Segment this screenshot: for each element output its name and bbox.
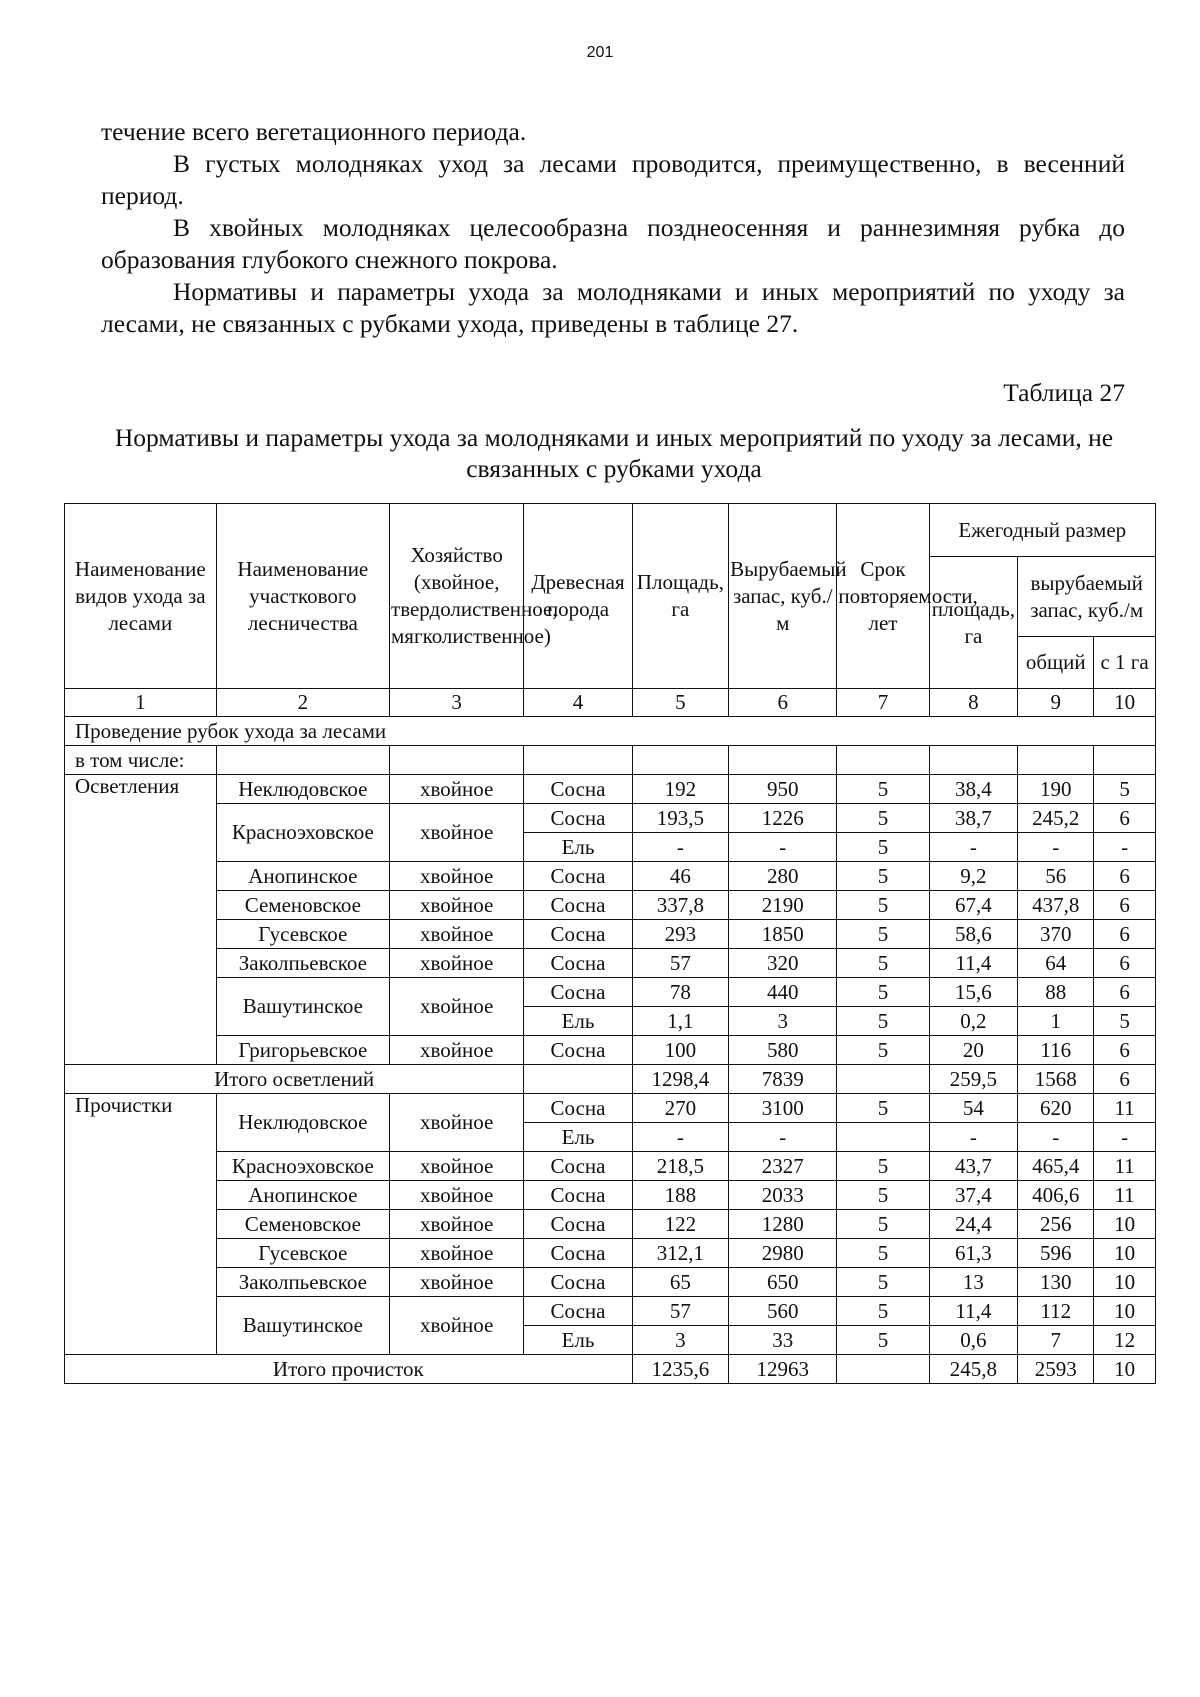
section-title: Проведение рубок ухода за лесами [65, 717, 1156, 746]
annual-stock-per-ha-cell: 6 [1094, 978, 1156, 1007]
stock-cell: - [729, 833, 837, 862]
column-number: 8 [929, 689, 1018, 717]
including-label: в том числе: [65, 746, 217, 775]
header-cell: Наименование участкового лесничества [216, 504, 389, 689]
stock-cell: 320 [729, 949, 837, 978]
paragraph: Нормативы и параметры ухода за молодняками и иных мероприятий по уходу за лесами, не связанных с рубками ухода, приведены в таблице 27. [101, 277, 1125, 338]
total-label: Итого осветлений [65, 1065, 524, 1094]
annual-stock-total-cell: 116 [1018, 1036, 1094, 1065]
farm-cell: хвойное [390, 1036, 524, 1065]
column-number: 1 [65, 689, 217, 717]
annual-stock-per-ha-cell: 6 [1094, 862, 1156, 891]
forestry-cell: Неклюдовское [216, 1094, 389, 1152]
farm-cell: хвойное [390, 775, 524, 804]
annual-stock-per-ha-cell: 6 [1094, 1065, 1156, 1094]
table-row [65, 1094, 1156, 1123]
table-row [65, 1210, 1156, 1239]
annual-stock-total-cell: - [1018, 1123, 1094, 1152]
annual-area-cell: 245,8 [929, 1355, 1018, 1384]
farm-cell: хвойное [390, 1268, 524, 1297]
annual-stock-total-cell: 465,4 [1018, 1152, 1094, 1181]
table-row [65, 775, 1156, 804]
forestry-cell: Семеновское [216, 891, 389, 920]
annual-area-cell: 0,6 [929, 1326, 1018, 1355]
forestry-cell: Красноэховское [216, 1152, 389, 1181]
area-cell: 193,5 [632, 804, 728, 833]
annual-stock-total-cell: 112 [1018, 1297, 1094, 1326]
species-cell: Ель [524, 1007, 632, 1036]
annual-stock-per-ha-cell: - [1094, 1123, 1156, 1152]
table-row [65, 1152, 1156, 1181]
stock-cell: 440 [729, 978, 837, 1007]
species-cell: Сосна [524, 1210, 632, 1239]
header-cell: вырубаемый запас, куб./м [1018, 557, 1156, 637]
column-number-row [65, 689, 1156, 717]
table-row [65, 1268, 1156, 1297]
annual-area-cell: 43,7 [929, 1152, 1018, 1181]
species-cell: Сосна [524, 862, 632, 891]
annual-area-cell: 9,2 [929, 862, 1018, 891]
forestry-cell: Заколпьевское [216, 1268, 389, 1297]
species-cell: Ель [524, 1326, 632, 1355]
annual-stock-per-ha-cell: 11 [1094, 1152, 1156, 1181]
column-number: 3 [390, 689, 524, 717]
area-cell: 1298,4 [632, 1065, 728, 1094]
area-cell: 100 [632, 1036, 728, 1065]
farm-cell: хвойное [390, 978, 524, 1036]
table-row [65, 891, 1156, 920]
table-row [65, 1181, 1156, 1210]
farm-cell: хвойное [390, 1239, 524, 1268]
species-cell: Сосна [524, 775, 632, 804]
period-cell: 5 [837, 1036, 929, 1065]
period-cell [837, 1123, 929, 1152]
annual-area-cell: 67,4 [929, 891, 1018, 920]
annual-area-cell: 13 [929, 1268, 1018, 1297]
annual-stock-per-ha-cell: 5 [1094, 1007, 1156, 1036]
forestry-cell: Гусевское [216, 920, 389, 949]
table-label: Таблица 27 [1003, 378, 1125, 407]
column-number: 7 [837, 689, 929, 717]
paragraph: течение всего вегетационного периода. [101, 117, 527, 146]
area-cell: 188 [632, 1181, 728, 1210]
period-cell: 5 [837, 775, 929, 804]
annual-stock-total-cell: 596 [1018, 1239, 1094, 1268]
annual-stock-per-ha-cell: 5 [1094, 775, 1156, 804]
area-cell: 1235,6 [632, 1355, 728, 1384]
species-cell: Ель [524, 833, 632, 862]
forestry-cell: Гусевское [216, 1239, 389, 1268]
stock-cell: 3 [729, 1007, 837, 1036]
farm-cell: хвойное [390, 949, 524, 978]
stock-cell: 12963 [729, 1355, 837, 1384]
table-row [65, 949, 1156, 978]
species-cell: Сосна [524, 1152, 632, 1181]
annual-stock-total-cell: 190 [1018, 775, 1094, 804]
column-number: 5 [632, 689, 728, 717]
farm-cell: хвойное [390, 862, 524, 891]
table-row [65, 920, 1156, 949]
annual-stock-total-cell: 620 [1018, 1094, 1094, 1123]
forestry-cell: Григорьевское [216, 1036, 389, 1065]
period-cell: 5 [837, 1181, 929, 1210]
annual-stock-total-cell: 2593 [1018, 1355, 1094, 1384]
period-cell: 5 [837, 862, 929, 891]
annual-stock-total-cell: 256 [1018, 1210, 1094, 1239]
table-row [65, 1239, 1156, 1268]
table-body [65, 504, 1156, 1384]
table-caption: Нормативы и параметры ухода за молодняками и иных мероприятий по уходу за лесами, не связанных с рубками ухода [114, 423, 1114, 483]
area-cell: 57 [632, 949, 728, 978]
stock-cell: 7839 [729, 1065, 837, 1094]
table-row [65, 804, 1156, 833]
stock-cell: 1280 [729, 1210, 837, 1239]
period-cell: 5 [837, 804, 929, 833]
annual-stock-total-cell: 245,2 [1018, 804, 1094, 833]
farm-cell: хвойное [390, 804, 524, 862]
farm-cell: хвойное [390, 1297, 524, 1355]
stock-cell: 1226 [729, 804, 837, 833]
annual-stock-total-cell: 130 [1018, 1268, 1094, 1297]
annual-stock-total-cell: 64 [1018, 949, 1094, 978]
annual-stock-per-ha-cell: 11 [1094, 1094, 1156, 1123]
stock-cell: 1850 [729, 920, 837, 949]
period-cell: 5 [837, 1094, 929, 1123]
period-cell: 5 [837, 1297, 929, 1326]
farm-cell: хвойное [390, 1152, 524, 1181]
period-cell: 5 [837, 920, 929, 949]
annual-stock-per-ha-cell: 11 [1094, 1181, 1156, 1210]
care-type-cell: Прочистки [65, 1094, 217, 1355]
body-text [101, 116, 1125, 340]
annual-stock-per-ha-cell: 10 [1094, 1355, 1156, 1384]
species-cell: Сосна [524, 1181, 632, 1210]
header-cell: Срок повторяемости, лет [837, 504, 929, 689]
area-cell: 218,5 [632, 1152, 728, 1181]
area-cell: 57 [632, 1297, 728, 1326]
header-cell: площадь, га [929, 557, 1018, 689]
species-cell: Ель [524, 1123, 632, 1152]
farm-cell: хвойное [390, 920, 524, 949]
annual-stock-total-cell: 56 [1018, 862, 1094, 891]
period-cell: 5 [837, 1268, 929, 1297]
area-cell: 337,8 [632, 891, 728, 920]
stock-cell: 3100 [729, 1094, 837, 1123]
annual-stock-per-ha-cell: 10 [1094, 1268, 1156, 1297]
header-cell: Ежегодный размер [929, 504, 1156, 557]
stock-cell: 33 [729, 1326, 837, 1355]
period-cell: 5 [837, 1007, 929, 1036]
stock-cell: 650 [729, 1268, 837, 1297]
norms-table [64, 503, 1156, 1384]
species-cell: Сосна [524, 949, 632, 978]
care-type-cell: Осветления [65, 775, 217, 1065]
annual-area-cell: 11,4 [929, 949, 1018, 978]
annual-stock-total-cell: 437,8 [1018, 891, 1094, 920]
annual-stock-per-ha-cell: 6 [1094, 891, 1156, 920]
stock-cell: 950 [729, 775, 837, 804]
table-row [65, 1297, 1156, 1326]
total-row [65, 1065, 1156, 1094]
farm-cell: хвойное [390, 1094, 524, 1152]
area-cell: 270 [632, 1094, 728, 1123]
area-cell: - [632, 1123, 728, 1152]
period-cell: 5 [837, 949, 929, 978]
area-cell: 3 [632, 1326, 728, 1355]
stock-cell: - [729, 1123, 837, 1152]
annual-stock-per-ha-cell: 6 [1094, 920, 1156, 949]
total-label: Итого прочисток [65, 1355, 633, 1384]
annual-area-cell: 11,4 [929, 1297, 1018, 1326]
annual-area-cell: 0,2 [929, 1007, 1018, 1036]
area-cell: 65 [632, 1268, 728, 1297]
species-cell: Сосна [524, 1268, 632, 1297]
stock-cell: 580 [729, 1036, 837, 1065]
farm-cell: хвойное [390, 1181, 524, 1210]
species-cell: Сосна [524, 920, 632, 949]
species-cell: Сосна [524, 891, 632, 920]
annual-stock-per-ha-cell: - [1094, 833, 1156, 862]
table-row [65, 978, 1156, 1007]
stock-cell: 560 [729, 1297, 837, 1326]
forestry-cell: Анопинское [216, 1181, 389, 1210]
period-cell: 5 [837, 1326, 929, 1355]
area-cell: 192 [632, 775, 728, 804]
period-cell: 5 [837, 833, 929, 862]
empty-cell [837, 1355, 929, 1384]
forestry-cell: Неклюдовское [216, 775, 389, 804]
annual-stock-total-cell: - [1018, 833, 1094, 862]
forestry-cell: Красноэховское [216, 804, 389, 862]
paragraph: В хвойных молодняках целесообразна позднеосенняя и раннезимняя рубка до образования глубокого снежного покрова. [101, 213, 1125, 274]
column-number: 9 [1018, 689, 1094, 717]
column-number: 4 [524, 689, 632, 717]
header-cell: Вырубаемый запас, куб./м [729, 504, 837, 689]
period-cell: 5 [837, 978, 929, 1007]
area-cell: 122 [632, 1210, 728, 1239]
column-number: 2 [216, 689, 389, 717]
forestry-cell: Анопинское [216, 862, 389, 891]
annual-area-cell: 20 [929, 1036, 1018, 1065]
stock-cell: 280 [729, 862, 837, 891]
annual-stock-total-cell: 88 [1018, 978, 1094, 1007]
table-row [65, 1036, 1156, 1065]
annual-stock-per-ha-cell: 6 [1094, 1036, 1156, 1065]
annual-stock-total-cell: 370 [1018, 920, 1094, 949]
species-cell: Сосна [524, 978, 632, 1007]
empty-cell [837, 1065, 929, 1094]
area-cell: 293 [632, 920, 728, 949]
annual-area-cell: 24,4 [929, 1210, 1018, 1239]
header-cell: общий [1018, 637, 1094, 689]
table-row [65, 862, 1156, 891]
annual-area-cell: 54 [929, 1094, 1018, 1123]
annual-area-cell: 37,4 [929, 1181, 1018, 1210]
stock-cell: 2980 [729, 1239, 837, 1268]
forestry-cell: Семеновское [216, 1210, 389, 1239]
header-cell: Наименование видов ухода за лесами [65, 504, 217, 689]
farm-cell: хвойное [390, 1210, 524, 1239]
annual-stock-per-ha-cell: 6 [1094, 949, 1156, 978]
total-row [65, 1355, 1156, 1384]
annual-area-cell: 61,3 [929, 1239, 1018, 1268]
empty-cell [524, 1065, 632, 1094]
period-cell: 5 [837, 1239, 929, 1268]
area-cell: 78 [632, 978, 728, 1007]
species-cell: Сосна [524, 1094, 632, 1123]
annual-stock-total-cell: 7 [1018, 1326, 1094, 1355]
farm-cell: хвойное [390, 891, 524, 920]
annual-stock-per-ha-cell: 10 [1094, 1297, 1156, 1326]
species-cell: Сосна [524, 804, 632, 833]
header-cell: Древесная порода [524, 504, 632, 689]
page-number: 201 [586, 44, 614, 61]
header-cell: Хозяйство (хвойное, твердолиственное, мягколиственное) [390, 504, 524, 689]
annual-area-cell: 38,7 [929, 804, 1018, 833]
species-cell: Сосна [524, 1297, 632, 1326]
header-cell: Площадь, га [632, 504, 728, 689]
annual-stock-total-cell: 406,6 [1018, 1181, 1094, 1210]
annual-stock-total-cell: 1 [1018, 1007, 1094, 1036]
period-cell: 5 [837, 1152, 929, 1181]
area-cell: - [632, 833, 728, 862]
paragraph: В густых молодняках уход за лесами проводится, преимущественно, в весенний период. [101, 149, 1125, 210]
annual-area-cell: - [929, 1123, 1018, 1152]
stock-cell: 2327 [729, 1152, 837, 1181]
header-cell: с 1 га [1094, 637, 1156, 689]
annual-area-cell: 15,6 [929, 978, 1018, 1007]
annual-stock-per-ha-cell: 6 [1094, 804, 1156, 833]
annual-stock-per-ha-cell: 10 [1094, 1239, 1156, 1268]
stock-cell: 2190 [729, 891, 837, 920]
area-cell: 46 [632, 862, 728, 891]
annual-stock-per-ha-cell: 10 [1094, 1210, 1156, 1239]
forestry-cell: Вашутинское [216, 1297, 389, 1355]
annual-area-cell: 259,5 [929, 1065, 1018, 1094]
annual-stock-per-ha-cell: 12 [1094, 1326, 1156, 1355]
forestry-cell: Вашутинское [216, 978, 389, 1036]
column-number: 6 [729, 689, 837, 717]
annual-area-cell: 58,6 [929, 920, 1018, 949]
species-cell: Сосна [524, 1036, 632, 1065]
forestry-cell: Заколпьевское [216, 949, 389, 978]
period-cell: 5 [837, 891, 929, 920]
annual-area-cell: 38,4 [929, 775, 1018, 804]
area-cell: 1,1 [632, 1007, 728, 1036]
column-number: 10 [1094, 689, 1156, 717]
period-cell: 5 [837, 1210, 929, 1239]
stock-cell: 2033 [729, 1181, 837, 1210]
species-cell: Сосна [524, 1239, 632, 1268]
annual-area-cell: - [929, 833, 1018, 862]
area-cell: 312,1 [632, 1239, 728, 1268]
annual-stock-total-cell: 1568 [1018, 1065, 1094, 1094]
